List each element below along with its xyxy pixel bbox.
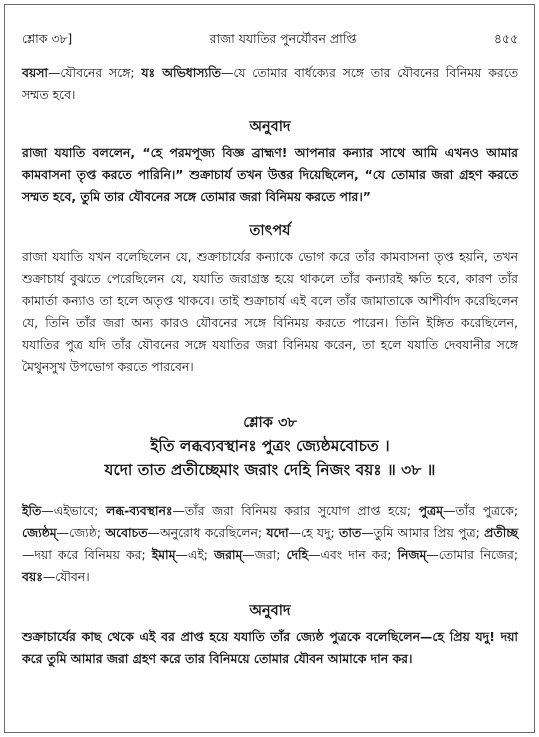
purport-text: রাজা যযাতি যখন বলেছিলেন যে, শুক্রাচার্যের কন্যাকে ভোগ করে তাঁর কামবাসনা তৃপ্ত হয়নি, তখন শুক্রাচার্য বুঝতে পেরেছিলেন যে, যযাতি জরাগ্রস্ত হয়ে থাকলে তাঁর কন্যারই ক্ষতি হবে, কারণ তাঁর কামার্তা কন্যাও তা হলে অতৃপ্ত থাকবে। তাই শুক্রাচার্য এই বলে তাঁর জামাতাকে আশীর্বাদ করেছিলেন যে, তিনি তাঁর জরা অন্য কারও যৌবনের সঙ্গে বিনিময় করতে পারেন। তিনি ইঙ্গিত করেছিলেন, যযাতির পুত্র যদি তাঁর যৌবনের সঙ্গে যযাতির জরা বিনিময় করেন, তা হলে যযাতি দেবযানীর সঙ্গে মৈথুনসুখ উপভোগ করতে পারবেন। (22, 249, 518, 374)
synonym-term: জরাম্ (214, 547, 243, 562)
synonym-meaning: —যে তোমার বার্ধক্যের সঙ্গে তার যৌবনের বিনিময় করতে সম্মত হবে। (22, 65, 519, 102)
page-content (22, 28, 518, 670)
synonym-term: অবোচত (105, 525, 148, 540)
synonym-term: জ্যেষ্ঠম্ (22, 525, 57, 540)
running-header (22, 28, 518, 50)
synonym-term: যদো (266, 525, 289, 540)
synonym-term: দেহি (286, 547, 309, 562)
page-number: ৪৫৫ (493, 31, 518, 46)
synonym-meaning: —তাঁর জরা বিনিময় করার সুযোগ প্রাপ্ত হয়ে; (172, 503, 419, 518)
synonym-term: যঃ অভিধাস্যতি (141, 65, 221, 80)
synonym-term: ইতি (22, 503, 42, 518)
synonym-meaning: —তুমি আমার প্রিয় পুত্র; (361, 525, 485, 540)
synonym-meaning: —যৌবন। (42, 569, 90, 584)
synonym-meaning: —এবং দান কর; (308, 547, 398, 562)
synonym-term: প্রতীচ্ছ (484, 525, 518, 540)
synonym-meaning: —অনুরোধ করেছিলেন; (147, 525, 267, 540)
synonym-meaning: —জরা; (242, 547, 287, 562)
synonym-meaning: —হে যদু; (288, 525, 340, 540)
header-verse-ref: শ্লোক ৩৮] (22, 31, 73, 46)
translation-heading: অনুবাদ (249, 603, 291, 619)
sanskrit-verse-line-2: যদো তাত প্রতীচ্ছেমাং জরাং দেহি নিজং বয়ঃ ॥ ৩৮ ॥ (104, 461, 436, 479)
synonym-meaning: —এই; (175, 547, 214, 562)
synonym-term: বয়ঃ (22, 569, 43, 584)
synonym-meaning: —জ্যেষ্ঠ; (56, 525, 106, 540)
purport-heading: তাৎপর্য (249, 223, 291, 239)
translation-heading: অনুবাদ (249, 119, 291, 135)
header-chapter-title: রাজা যযাতির পুনর্যৌবন প্রাপ্তি (209, 31, 357, 46)
synonym-meaning: —দয়া করে বিনিময় কর; (22, 547, 152, 562)
word-for-word-synonyms (22, 500, 518, 588)
synonym-meaning: —তোমার নিজের; (426, 547, 519, 562)
synonym-term: লব্ধ-ব্যবস্থানঃ (106, 503, 173, 518)
top-synonyms (22, 62, 518, 106)
synonym-term: পুত্রম্ (418, 503, 443, 518)
synonym-meaning: —তাঁর পুত্রকে; (442, 503, 518, 518)
synonym-term: নিজম্ (397, 547, 427, 562)
synonym-term: বয়সা (22, 65, 48, 80)
synonym-meaning: —যৌবনের সঙ্গে; (47, 65, 142, 80)
sanskrit-verse-line-1: ইতি লব্ধব্যবস্থানঃ পুত্রং জ্যেষ্ঠমবোচত । (150, 437, 390, 455)
translation-text: রাজা যযাতি বললেন, “হে পরমপূজ্য বিজ্ঞ ব্রাহ্মণ! আপনার কন্যার সাথে আমি এখনও আমার কামবাসনা তৃপ্ত করতে পারিনি।” শুক্রাচার্য তখন উত্তর দিয়েছিলেন, “যে তোমার জরা গ্রহণ করতে সম্মত হবে, তুমি তার যৌবনের সঙ্গে তোমার জরা বিনিময় করতে পার।” (22, 145, 518, 204)
translation-text: শুক্রাচার্যের কাছ থেকে এই বর প্রাপ্ত হয়ে যযাতি তাঁর জ্যেষ্ঠ পুত্রকে বলেছিলেন—হে প্রিয় যদু! দয়া করে তুমি আমার জরা গ্রহণ করে তার বিনিময়ে তোমার যৌবন আমাকে দান কর। (22, 629, 518, 666)
synonym-term: ইমাম্ (151, 547, 176, 562)
synonym-term: তাত (339, 525, 362, 540)
verse-number: শ্লোক ৩৮ (243, 415, 297, 431)
synonym-meaning: —এইভাবে; (41, 503, 107, 518)
